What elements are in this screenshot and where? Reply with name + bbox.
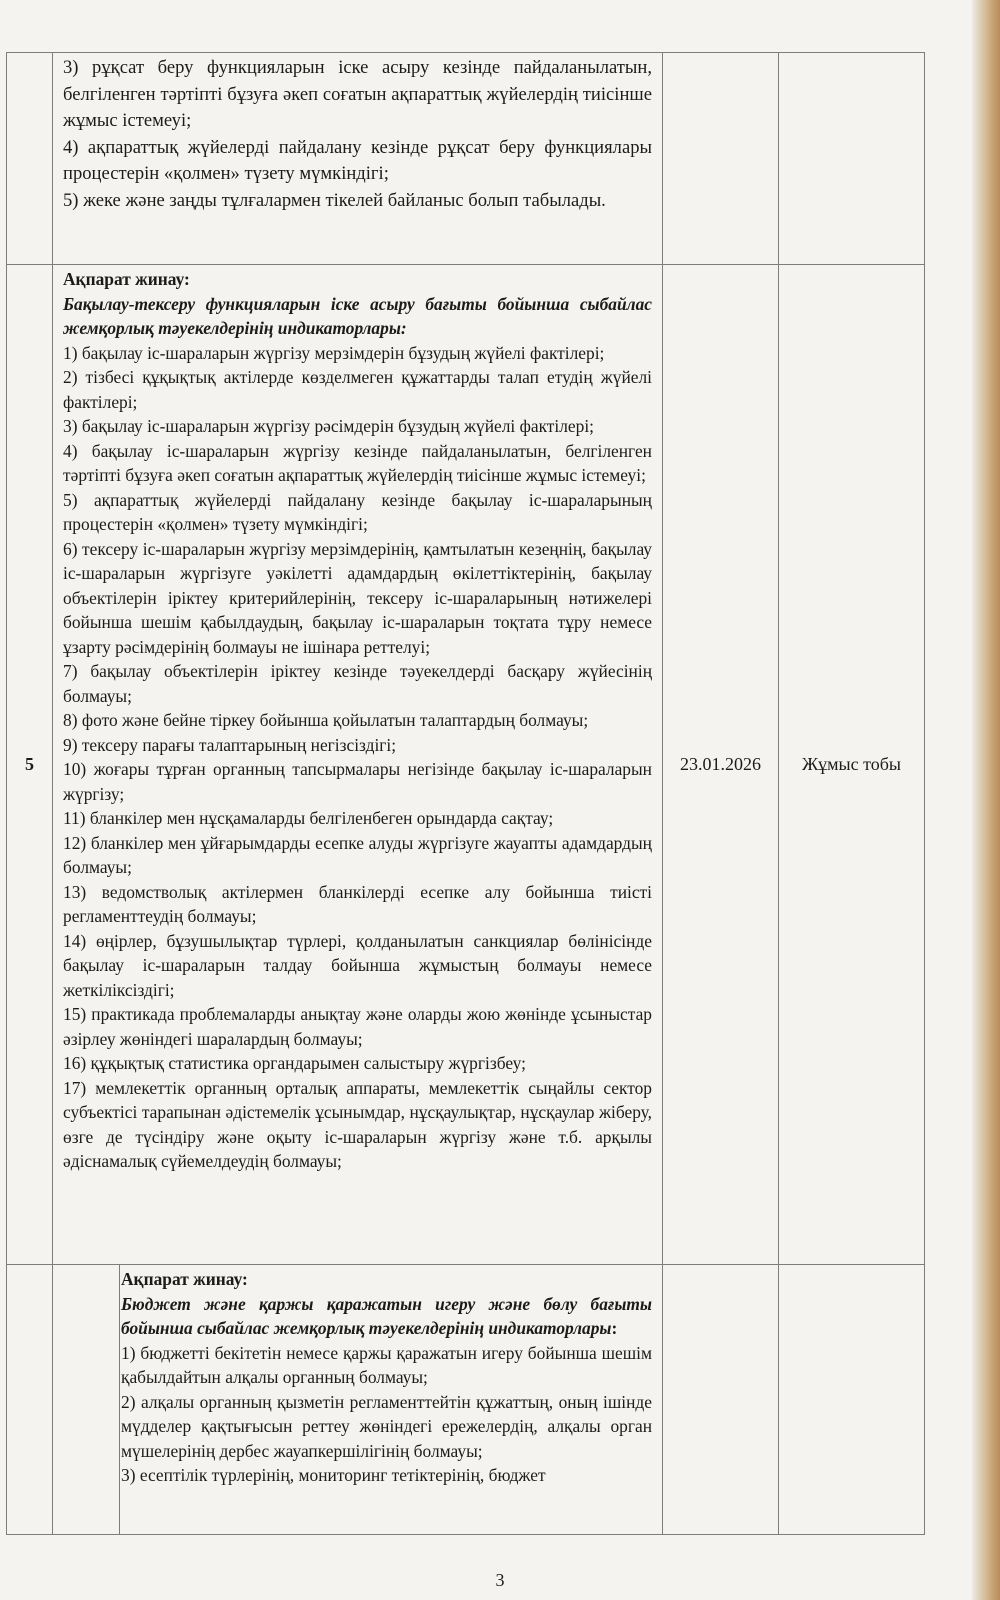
row-date-cell bbox=[663, 265, 779, 1265]
table-row bbox=[7, 1265, 925, 1535]
list-item: 2) алқалы органның қызметін регламенттейтін құжаттың, оның ішінде мүдделер қақтығысын реттеу жөніндегі ережелердің, алқалы орган мүшелерінің дербес жауапкершілігінің болмауы; bbox=[121, 1391, 652, 1461]
list-item: 13) ведомстволық актілермен бланкілерді есепке алу бойынша тиісті регламенттеудің болмауы; bbox=[63, 881, 652, 926]
list-item: 10) жоғары тұрған органның тапсырмалары негізінде бақылау іс-шараларын жүргізу; bbox=[63, 759, 652, 804]
row-date-cell bbox=[663, 53, 779, 265]
row-date-cell bbox=[663, 1265, 779, 1535]
deadline-date: 23.01.2026 bbox=[680, 754, 761, 774]
row-responsible-cell bbox=[779, 1265, 925, 1535]
section-subheading: Бақылау-тексеру функцияларын іске асыру бағыты бойынша сыбайлас жемқорлық тәуекелдерінің индикаторлары: bbox=[63, 293, 652, 338]
list-item: 17) мемлекеттік органның орталық аппараты, мемлекеттік сыңайлы сектор субъектісі тарапынан әдістемелік ұсынымдар, нұсқаулықтар, нұсқаулар жіберу, өзге де түсіндіру және оқыту іс-шараларын жүргізу және т.б. арқылы әдіснамалық сүйемелдеудің болмауы; bbox=[63, 1077, 652, 1171]
list-item: 4) бақылау іс-шараларын жүргізу кезінде пайдаланылатын, белгіленген тәртіпті бұзуға әкеп соғатын ақпараттық жүйелердің тиісінше жұмыс істемеуі; bbox=[63, 440, 652, 485]
list-item: 6) тексеру іс-шараларын жүргізу мерзімдерінің, қамтылатын кезеңнің, бақылау іс-шараларын жүргізуге уәкілетті адамдардың өкілеттіктерінің, бақылау объектілерін іріктеу критерийлерінің, тексеру іс-шараларының нәтижелері бойынша шешім қабылдаудың, бақылау іс-шараларын тоқтата тұру немесе ұзарту рәсімдерінің болмауы не ішінара реттелуі; bbox=[63, 538, 652, 657]
list-item: 4) ақпараттық жүйелерді пайдалану кезінде рұқсат беру функциялары процестерін «қолмен» түзету мүмкіндігі; bbox=[63, 136, 652, 184]
row-number-cell bbox=[7, 53, 53, 265]
row-content-cell bbox=[53, 265, 663, 1265]
section-subheading: Бюджет және қаржы қаражатын игеру және бөлу бағыты бойынша сыбайлас жемқорлық тәуекелдерінің индикаторлары: bbox=[121, 1293, 652, 1338]
list-item: 5) жеке және заңды тұлғалармен тікелей байланыс болып табылады. bbox=[63, 189, 606, 211]
list-item: 3) бақылау іс-шараларын жүргізу рәсімдерін бұзудың жүйелі фактілері; bbox=[63, 416, 594, 436]
row-number-cell bbox=[7, 1265, 53, 1535]
page-edge-shadow bbox=[972, 0, 1000, 1600]
list-item: 8) фото және бейне тіркеу бойынша қойылатын талаптардың болмауы; bbox=[63, 710, 589, 730]
list-item: 15) практикада проблемаларды анықтау және оларды жою жөнінде ұсыныстар әзірлеу жөніндегі шаралардың болмауы; bbox=[63, 1004, 652, 1049]
row-number-cell bbox=[7, 265, 53, 1265]
section-heading: Ақпарат жинау: bbox=[121, 1269, 248, 1289]
row-content-cell bbox=[53, 1265, 663, 1535]
row-number: 5 bbox=[25, 754, 34, 774]
list-item: 16) құқықтық статистика органдарымен салыстыру жүргізбеу; bbox=[63, 1053, 526, 1073]
list-item: 14) өңірлер, бұзушылықтар түрлері, қолданылатын санкциялар бөлінісінде бақылау іс-шараларын талдау бойынша жұмыстың болмауы немесе жеткіліксіздігі; bbox=[63, 930, 652, 1000]
table-row bbox=[7, 53, 925, 265]
inner-divider bbox=[119, 1265, 120, 1534]
list-item: 3) есептілік түрлерінің, мониторинг тетіктерінің, бюджет bbox=[121, 1465, 546, 1485]
list-item: 11) бланкілер мен нұсқамаларды белгіленбеген орындарда сақтау; bbox=[63, 808, 554, 828]
row-responsible-cell bbox=[779, 265, 925, 1265]
section-heading: Ақпарат жинау: bbox=[63, 269, 190, 289]
list-item: 9) тексеру парағы талаптарының негізсіздігі; bbox=[63, 734, 397, 755]
list-item: 5) ақпараттық жүйелерді пайдалану кезінде бақылау іс-шараларының процестерін «қолмен» түзету мүмкіндігі; bbox=[63, 489, 652, 534]
row-responsible-cell bbox=[779, 53, 925, 265]
table-row bbox=[7, 265, 925, 1265]
responsible-party: Жұмыс тобы bbox=[802, 754, 901, 774]
list-item: 12) бланкілер мен ұйғарымдарды есепке алуды жүргізуге жауапты адамдардың болмауы; bbox=[63, 832, 652, 877]
list-item: 3) рұқсат беру функцияларын іске асыру кезінде пайдаланылатын, белгіленген тәртіпті бұзуға әкеп соғатын ақпараттық жүйелердің тиісінше жұмыс істемеуі; bbox=[63, 57, 652, 131]
list-item: 1) бюджетті бекітетін немесе қаржы қаражатын игеру бойынша шешім қабылдайтын алқалы органның болмауы; bbox=[121, 1342, 652, 1387]
list-item: 7) бақылау объектілерін іріктеу кезінде тәуекелдерді басқару жүйесінің болмауы; bbox=[63, 661, 652, 706]
list-item: 1) бақылау іс-шараларын жүргізу мерзімдерін бұзудың жүйелі фактілері; bbox=[63, 342, 605, 363]
measures-table bbox=[6, 52, 925, 1535]
row-content-cell bbox=[53, 53, 663, 265]
page-number: 3 bbox=[495, 1570, 505, 1590]
list-item: 2) тізбесі құқықтық актілерде көзделмеген құжаттарды талап етудің жүйелі фактілері; bbox=[63, 367, 652, 412]
